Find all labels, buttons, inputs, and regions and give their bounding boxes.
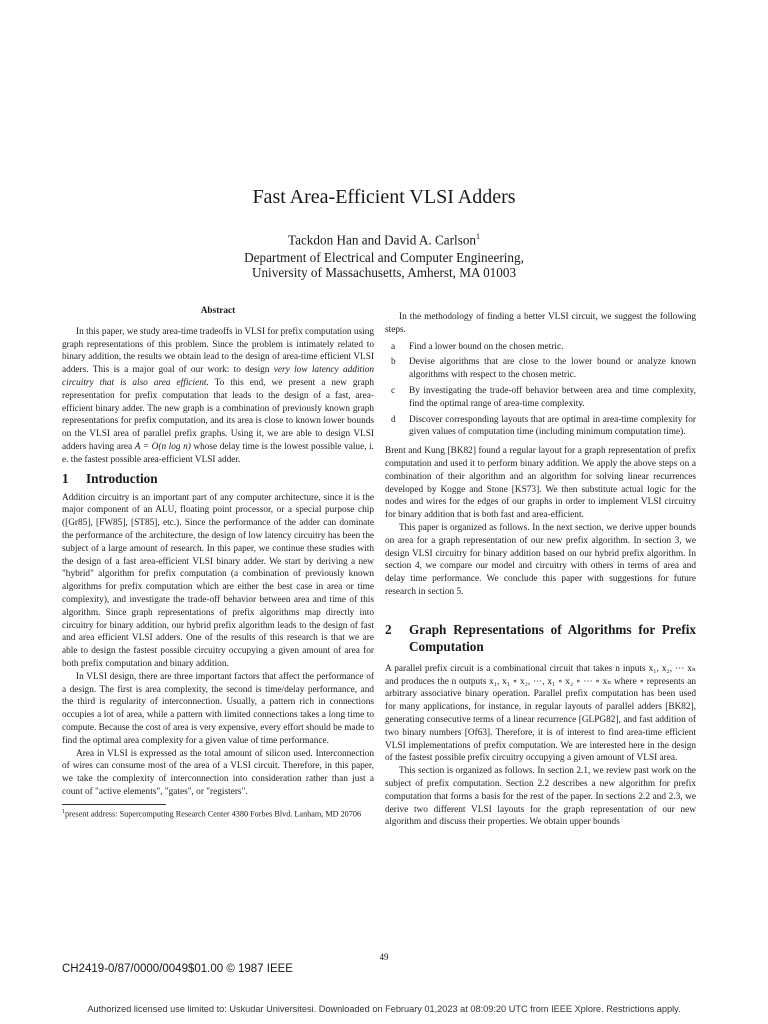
abstract-text-part-3: whose delay time is the lowest possible value, i. e. the fastest possible area-efficient VLSI adder. — [62, 441, 375, 465]
intro-paragraph-3: Area in VLSI is expressed as the total amount of silicon used. Interconnection of wires can consume most of the area of a VLSI circuit. Therefore, in this paper, we take the complexity of interconnection into consideration rather than just a count of "active elements", "gates", or "registers". — [62, 748, 374, 797]
step-text: By investigating the trade-off behavior between area and time complexity, find the optimal range of area-time complexity. — [409, 385, 696, 409]
abstract-math: A = O(n log n) — [134, 441, 191, 452]
intro-paragraph-2: In VLSI design, there are three important factors that affect the performance of a design. The first is area complexity, the second is time/delay performance, and the third is regularity of interconnection. Usually, a pattern rich in connections occupies a lot of area, while a pattern with limited connections takes a long time to compute. Because the cost of area is very expensive, every effort should be made to find the optimal area complexity for a given value of time performance. — [62, 671, 374, 746]
section-2-paragraph-1: A parallel prefix circuit is a combinational circuit that takes n inputs x₁, x₂, ··· xₙ and produces the n outputs x₁, x₁ ∘ x₂, ···, x₁ ∘ x₂ ∘ ··· ∘ xₙ where ∘ represents an arbitrary associative binary operation. Parallel prefix computation has been used for many applications, for instance, in regular layouts of parallel adders [BK82], generating consecutive terms of a linear recurrence [GLPG82], and fast addition of two binary numbers [Of63]. Therefore, it is of interest to find area-time efficient VLSI implementations of prefix computation. We are interested here in the design of the fastest possible prefix circuitry occupying a given amount of VLSI area. — [385, 663, 696, 764]
paper-title: Fast Area-Efficient VLSI Adders — [252, 186, 516, 208]
intro-paragraph-1: Addition circuitry is an important part of any computer architecture, since it is the major component of an ALU, floating point processor, or a special purpose chip ([Gr85], [FW85], [ST85], etc.). Since the performance of the adder can dominate the performance of the architecture, the design of low latency circuitry has been the subject of a large amount of research. In this paper, we continue these studies with the design of a fast area-efficient VLSI binary adder. We start by deriving a new "hybrid" algorithm for prefix computation (a combination of previously known algorithms for prefix computation which are either the best case in area or time complexity), and investigate the trade-off behavior between area and time of this algorithm. Since graph representations of prefix algorithms map directly into circuitry for binary addition, our hybrid prefix algorithm leads to the design of fast and area efficient VLSI adders. One of the results of this research is that we are able to design the fastest possible circuitry occupying a given amount of area for both prefix computation and binary addition. — [62, 492, 374, 669]
brent-kung-paragraph: Brent and Kung [BK82] found a regular layout for a graph representation of prefix computation and used it to perform binary addition. We apply the above steps on a combination of their algorithm and an algorithm for solving linear recurrences developed by Kogge and Stone [KS73]. We then substitute actual logic for the nodes and wires for the edges of our graphs in order to implement VLSI circuitry for binary addition that is both fast and area-efficient. — [385, 446, 696, 521]
footnote — [62, 807, 374, 820]
step-label: a — [391, 341, 396, 352]
step-item — [385, 414, 696, 440]
affiliation-line-2: University of Massachusetts, Amherst, MA 01003 — [251, 265, 517, 280]
abstract-heading: Abstract — [200, 306, 236, 316]
license-notice: Authorized licensed use limited to: Uskudar Universitesi. Downloaded on February 01,2023 at 08:09:20 UTC from IEEE Xplore. Restrictions apply. — [87, 1004, 681, 1014]
step-text: Devise algorithms that are close to the lower bound or analyze known algorithms with respect to the chosen metric. — [409, 357, 696, 381]
section-2-heading — [385, 621, 696, 655]
section-2-paragraph-2: This section is organized as follows. In section 2.1, we review past work on the subject of prefix computation. Section 2.2 describes a new algorithm for prefix computation that forms a basis for the rest of the paper. In sections 2.2 and 2.3, we derive two different VLSI layouts for the graph representation of our new algorithm and discuss their properties. We obtain upper bounds — [385, 766, 696, 828]
left-column — [62, 305, 374, 819]
step-item — [385, 356, 696, 382]
section-1-number: 1 — [62, 470, 69, 486]
methodology-paragraph: In the methodology of finding a better VLSI circuit, we suggest the following steps. — [385, 312, 696, 335]
affiliation — [0, 250, 768, 280]
author-footnote-mark: 1 — [476, 232, 481, 241]
step-item — [385, 341, 696, 354]
step-text: Find a lower bound on the chosen metric. — [409, 341, 564, 352]
footnote-text: present address: Supercomputing Research Center 4380 Forbes Blvd. Lanham, MD 20706 — [65, 809, 362, 819]
step-label: c — [391, 385, 396, 396]
footnote-mark: 1 — [62, 808, 65, 815]
abstract-text-part-2: To this end, we present a new graph representation for prefix computation that leads to the design of a fast, area-efficient binary adder. The new graph is a combination of previously known graph representations for prefix computation, and its area is close to known lower bounds on the VLSI area of parallel prefix graphs. Using it, we are able to design VLSI adders having area — [62, 377, 374, 452]
abstract-text — [62, 326, 374, 467]
abstract-text-part-1: In this paper, we study area-time tradeoffs in VLSI for prefix computation using graph representations of this problem. Since the problem is intimately related to binary addition, the results we obtain lead to the design of area-time efficient VLSI adders. This is a major goal of our work: to design — [62, 326, 374, 376]
step-text: Discover corresponding layouts that are optimal in area-time complexity for given values of computation time (including minimum computation time). — [409, 414, 696, 438]
copyright-line: CH2419-0/87/0000/0049$01.00 © 1987 IEEE — [62, 963, 293, 975]
section-1-title: Introduction — [86, 470, 158, 486]
organization-paragraph: This paper is organized as follows. In the next section, we derive upper bounds on area for a graph representation of our new prefix algorithm. In section 3, we design VLSI circuitry for binary addition based on our hybrid prefix algorithm. In section 4, we compare our model and circuitry with others in terms of area and delay time performance. We conclude this paper with suggestions for future research in section 5. — [385, 522, 696, 597]
authors: Tackdon Han and David A. Carlson — [287, 232, 477, 248]
step-label: d — [391, 414, 396, 425]
author-line — [0, 232, 768, 248]
steps-list — [385, 341, 696, 440]
section-2-number: 2 — [385, 621, 392, 637]
step-item — [385, 385, 696, 411]
abstract-emphasis: very low latency addition circuitry that is also area efficient. — [62, 365, 374, 388]
right-column — [385, 311, 696, 829]
section-2-title: Graph Representations of Algorithms for Prefix Computation — [409, 621, 696, 654]
footnote-rule — [62, 804, 166, 805]
page-number: 49 — [379, 952, 389, 962]
step-label: b — [391, 357, 396, 368]
affiliation-line-1: Department of Electrical and Computer Engineering, — [244, 250, 524, 265]
section-1-heading — [62, 470, 374, 487]
